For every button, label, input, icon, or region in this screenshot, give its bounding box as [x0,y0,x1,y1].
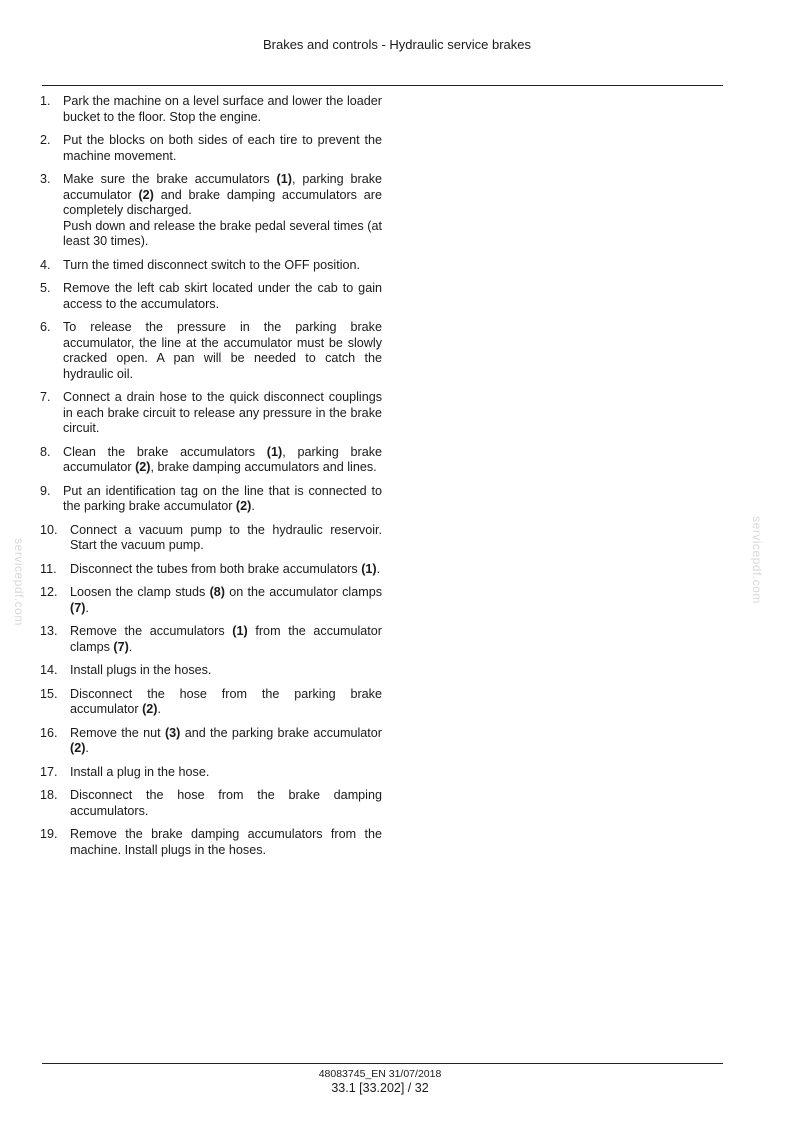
step-text [70,788,382,819]
step-text-run: Make sure the brake accumulators [63,172,277,186]
step-text [70,687,382,718]
part-reference-callout: (8) [209,585,225,599]
step-text-run: , brake damping accumulators and lines. [150,460,377,474]
step-text-run: , parking brake accumulator [63,444,382,474]
step-number: 15. [40,686,58,701]
part-reference-callout: (2) [235,499,252,513]
step-text [63,445,382,476]
step-number: 10. [40,522,58,537]
procedure-step [40,827,382,858]
step-text [70,765,382,781]
step-text-run: Turn the timed disconnect switch to the OFF position. [63,257,361,272]
step-number: 17. [40,764,58,779]
step-number: 5. [40,281,51,295]
procedure-step [40,585,382,616]
step-text-run: , parking brake accumulator [63,172,382,202]
step-number: 1. [40,94,51,108]
step-number: 8. [40,444,51,459]
step-number: 9. [40,483,51,498]
step-text-run: Put the blocks on both sides of each tire to prevent the machine movement. [63,133,382,163]
step-number: 14. [40,663,58,677]
procedure-step [40,484,382,515]
step-text [63,281,382,312]
step-text [63,484,382,515]
step-text [70,726,382,757]
step-text [70,562,382,578]
step-text-run: and brake damping accumulators are completely discharged. [63,187,382,217]
step-text-run: Remove the nut [70,725,165,740]
step-number: 19. [40,827,58,841]
part-reference-callout: (7) [113,639,129,654]
step-text-run: To release the pressure in the parking brake accumulator, the line at the accumulator must be slowly cracked open. A pan will be needed to catch the hydraulic oil. [63,320,382,381]
step-text-run: Park the machine on a level surface and lower the loader bucket to the floor. Stop the engine. [63,94,382,124]
step-text [70,624,382,655]
step-text [70,663,382,679]
step-text-run: on the accumulator clamps [224,585,383,599]
step-text-run: Remove the accumulators [70,624,233,638]
step-text [70,523,382,554]
step-text [63,133,382,164]
procedure-step [40,258,382,274]
step-text [70,827,382,858]
step-text-run: Disconnect the tubes from both brake accumulators [70,561,362,576]
step-text [63,320,382,382]
step-text-run: Push down and release the brake pedal several times (at least 30 times). [63,218,382,248]
step-text-run: and the parking brake accumulator [180,725,383,740]
step-text [63,172,382,250]
procedure-step [40,687,382,718]
step-text-run: Disconnect the hose from the parking brake accumulator [70,686,382,716]
part-reference-callout: (3) [164,725,181,740]
step-text-run: Install plugs in the hoses. [70,663,212,677]
procedure-step [40,788,382,819]
part-reference-callout: (7) [70,600,86,615]
step-number: 11. [40,561,57,576]
step-text [70,585,382,616]
procedure-step [40,523,382,554]
procedure-step [40,663,382,679]
step-text-run: Clean the brake accumulators [63,444,267,459]
procedure-step [40,281,382,312]
procedure-step [40,765,382,781]
step-number: 6. [40,320,51,334]
header-divider [42,85,723,86]
step-number: 2. [40,133,51,147]
step-number: 4. [40,257,51,272]
step-text-run: Connect a vacuum pump to the hydraulic reservoir. Start the vacuum pump. [70,522,382,552]
step-text-run: Disconnect the hose from the brake damping accumulators. [70,788,382,818]
step-text-run: . [157,702,162,716]
step-text-run: Install a plug in the hose. [70,764,210,779]
procedure-step [40,133,382,164]
step-number: 13. [40,624,58,638]
step-number: 12. [40,585,58,599]
part-reference-callout: (2) [142,702,158,716]
procedure-step [40,726,382,757]
step-number: 18. [40,788,58,802]
step-text-run: Remove the left cab skirt located under the cab to gain access to the accumulators. [63,281,382,311]
procedure-step [40,320,382,382]
part-reference-callout: (2) [138,187,154,202]
part-reference-callout: (2) [135,460,151,474]
step-text [63,258,382,274]
step-text-run: . [376,561,381,576]
step-text-run: . [85,600,89,615]
procedure-step [40,390,382,437]
procedure-step [40,562,382,578]
procedure-step [40,445,382,476]
step-number: 16. [40,725,58,740]
part-reference-callout: (2) [70,741,86,755]
step-text-run: . [85,741,89,755]
step-text-run: Put an identification tag on the line that is connected to the parking brake accumulator [63,483,382,513]
step-text-run: Remove the brake damping accumulators from the machine. Install plugs in the hoses. [70,827,382,857]
step-text-run: . [251,499,255,513]
step-text-run: . [128,639,133,654]
part-reference-callout: (1) [276,172,292,186]
step-text [63,390,382,437]
step-text-run: Connect a drain hose to the quick disconnect couplings in each brake circuit to release any pressure in the brake circuit. [63,390,382,435]
step-number: 3. [40,172,51,186]
footer-divider [42,1063,723,1064]
part-reference-callout: (1) [266,444,283,459]
part-reference-callout: (1) [232,624,248,638]
step-number: 7. [40,390,51,404]
footer-document-id: 48083745_EN 31/07/2018 [318,1068,442,1080]
step-text-run: Loosen the clamp studs [70,585,210,599]
footer-page-number: 33.1 [33.202] / 32 [331,1081,429,1095]
procedure-step [40,172,382,250]
procedure-step [40,624,382,655]
page-header-title: Brakes and controls - Hydraulic service brakes [262,37,532,52]
watermark-right: servicepdf.com [749,516,764,604]
procedure-steps-list [40,94,382,866]
watermark-left: servicepdf.com [11,538,26,626]
step-text-run: from the accumulator clamps [70,624,382,654]
step-text [63,94,382,125]
part-reference-callout: (1) [361,561,377,576]
procedure-step [40,94,382,125]
